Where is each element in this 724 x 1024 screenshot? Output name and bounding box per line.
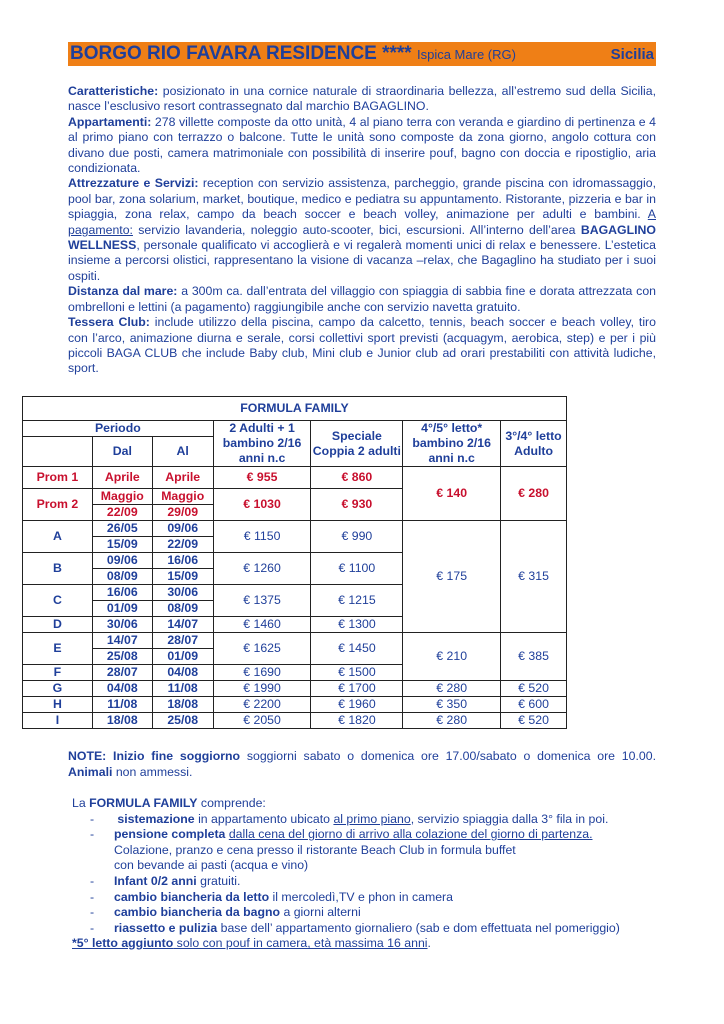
- period-code: G: [23, 681, 93, 697]
- date-to: 30/06: [152, 585, 213, 601]
- date-to: 08/09: [152, 601, 213, 617]
- price-family: € 1030: [213, 489, 311, 521]
- price-couple: € 1300: [311, 617, 403, 633]
- date-from: 30/06: [92, 617, 152, 633]
- date-to: 01/09: [152, 649, 213, 665]
- price-couple: € 990: [311, 521, 403, 553]
- price-extra-adult: € 280: [501, 467, 567, 521]
- price-couple: € 1820: [311, 713, 403, 729]
- distanza-paragraph: Distanza dal mare: a 300m ca. dall’entrata del villaggio con spiaggia di sabbia fine e dorata attrezzata con ombrelloni e lettini (a pagamento) raggiungibile anche con servizio navetta gratuito.: [68, 284, 656, 314]
- price-extra-child: € 210: [403, 633, 501, 681]
- location: Ispica Mare (RG): [416, 47, 516, 62]
- price-extra-child: € 280: [403, 681, 501, 697]
- price-couple: € 1960: [311, 697, 403, 713]
- list-item-continuation: con bevande ai pasti (acqua e vino): [114, 858, 309, 873]
- region: Sicilia: [610, 45, 654, 63]
- price-couple: € 1500: [311, 665, 403, 681]
- price-extra-adult: € 520: [501, 713, 567, 729]
- price-family: € 1990: [213, 681, 311, 697]
- date-from: 09/06: [92, 553, 152, 569]
- period-code: D: [23, 617, 93, 633]
- price-family: € 1625: [213, 633, 311, 665]
- price-extra-adult: € 520: [501, 681, 567, 697]
- date-to: 15/09: [152, 569, 213, 585]
- date-from: 11/08: [92, 697, 152, 713]
- date-to: 04/08: [152, 665, 213, 681]
- price-family: € 955: [213, 467, 311, 489]
- price-extra-child: € 280: [403, 713, 501, 729]
- attrezzature-paragraph: Attrezzature e Servizi: reception con servizio assistenza, parcheggio, grande piscina con idromassaggio, pool bar, zona solarium, market, boutique, medico e pediatra su appuntamento. Ristorante, pizzeria e bar in spiaggia, zona relax, campo da beach soccer e beach volley, animazione per adulti e bambini. A pagamento: servizio lavanderia, noleggio auto-scooter, bici, escursioni. All’interno dell’area BAGAGLINO WELLNESS, personale qualificato vi accoglierà e vi regalerà momenti unici di relax e benessere. L’estetica insieme a percorsi olistici, rappresentano la visione di vacanza –relax, che Bagaglino ha studiato per i suoi ospiti.: [68, 176, 656, 283]
- period-code: B: [23, 553, 93, 585]
- tessera-paragraph: Tessera Club: include utilizzo della piscina, campo da calcetto, tennis, beach soccer e beach volley, tiro con l’arco, animazione diurna e serale, corsi collettivi sport previsti (acquagym, aerobica, step) e per i più piccoli BAGA CLUB che include Baby club, Mini club e Junior club ad orari prestabiliti con attività ludiche, sport.: [68, 315, 656, 376]
- header-al: Al: [152, 437, 213, 467]
- list-item-continuation: Colazione, pranzo e cena presso il ristorante Beach Club in formula buffet: [114, 842, 516, 857]
- table-row: [23, 697, 567, 713]
- header-dal: Dal: [92, 437, 152, 467]
- date-from: 26/05: [92, 521, 152, 537]
- date-from: 01/09: [92, 601, 152, 617]
- date-to: 11/08: [152, 681, 213, 697]
- date-to: Maggio: [152, 489, 213, 505]
- price-family: € 1375: [213, 585, 311, 617]
- date-to: 16/06: [152, 553, 213, 569]
- table-row: [23, 633, 567, 649]
- price-couple: € 1100: [311, 553, 403, 585]
- price-family: € 1150: [213, 521, 311, 553]
- note: NOTE: Inizio fine soggiorno soggiorni sabato o domenica ore 17.00/sabato o domenica ore 10.00. Animali non ammessi.: [68, 749, 656, 779]
- table-title: FORMULA FAMILY: [23, 397, 567, 421]
- date-from: 25/08: [92, 649, 152, 665]
- page-title: BORGO RIO FAVARA RESIDENCE **** Ispica Mare (RG): [70, 43, 516, 64]
- date-to: 22/09: [152, 537, 213, 553]
- table-row: [23, 713, 567, 729]
- formula-list: [72, 796, 662, 952]
- date-from: 14/07: [92, 633, 152, 649]
- price-extra-child: € 140: [403, 467, 501, 521]
- price-extra-child: € 350: [403, 697, 501, 713]
- date-from: 08/09: [92, 569, 152, 585]
- header-coppia: Speciale Coppia 2 adulti: [311, 421, 403, 467]
- price-couple: € 930: [311, 489, 403, 521]
- price-table: [22, 396, 567, 729]
- price-extra-adult: € 385: [501, 633, 567, 681]
- list-item: - pensione completa dalla cena del giorno di arrivo alla colazione del giorno di partenza.: [90, 827, 593, 842]
- price-couple: € 1450: [311, 633, 403, 665]
- caratteristiche-paragraph: Caratteristiche: posizionato in una cornice naturale di straordinaria bellezza, all’estremo sud della Sicilia, nasce l’esclusivo resort contrassegnato dal marchio BAGAGLINO.: [68, 84, 656, 114]
- header-periodo: Periodo: [23, 421, 214, 437]
- title-banner: [68, 42, 656, 66]
- table-row: [23, 467, 567, 489]
- list-item: - cambio biancheria da letto il mercoledì,TV e phon in camera: [90, 889, 453, 904]
- period-code: Prom 2: [23, 489, 93, 521]
- date-from: 28/07: [92, 665, 152, 681]
- period-code: I: [23, 713, 93, 729]
- period-code: C: [23, 585, 93, 617]
- date-to: 29/09: [152, 505, 213, 521]
- appartamenti-paragraph: Appartamenti: 278 villette composte da otto unità, 4 al piano terra con veranda e giardino di pertinenza e 4 al primo piano con terrazzo o balcone. Tutte le unità sono composte da zona giorno, angolo cottura con divano due posti, camera matrimoniale con possibilità di inserire pouf, bagno con doccia e ripostiglio, aria condizionata.: [68, 114, 656, 176]
- price-extra-child: € 175: [403, 521, 501, 633]
- formula-intro: La FORMULA FAMILY comprende:: [72, 796, 266, 810]
- date-to: Aprile: [152, 467, 213, 489]
- price-couple: € 860: [311, 467, 403, 489]
- price-family: € 2050: [213, 713, 311, 729]
- date-from: 22/09: [92, 505, 152, 521]
- list-item: - sistemazione in appartamento ubicato al primo piano, servizio spiaggia dalla 3° fila in poi.: [90, 811, 609, 826]
- date-from: 04/08: [92, 681, 152, 697]
- description: [68, 84, 656, 377]
- list-item: - cambio biancheria da bagno a giorni alterni: [90, 905, 361, 920]
- price-family: € 1460: [213, 617, 311, 633]
- period-code: E: [23, 633, 93, 665]
- date-from: 18/08: [92, 713, 152, 729]
- header-adulti: 2 Adulti + 1 bambino 2/16 anni n.c: [213, 421, 311, 467]
- date-from: 16/06: [92, 585, 152, 601]
- list-item: - riassetto e pulizia base dell’ appartamento giornaliero (sab e dom effettuata nel pomeriggio): [90, 920, 620, 935]
- document-page: [68, 42, 656, 377]
- period-code: Prom 1: [23, 467, 93, 489]
- date-to: 28/07: [152, 633, 213, 649]
- date-to: 18/08: [152, 697, 213, 713]
- date-to: 14/07: [152, 617, 213, 633]
- price-family: € 1260: [213, 553, 311, 585]
- extra-bed-note: *5° letto aggiunto solo con pouf in camera, età massima 16 anni.: [72, 936, 431, 951]
- date-from: Maggio: [92, 489, 152, 505]
- price-family: € 2200: [213, 697, 311, 713]
- date-to: 25/08: [152, 713, 213, 729]
- period-code: H: [23, 697, 93, 713]
- table-row: [23, 521, 567, 537]
- price-family: € 1690: [213, 665, 311, 681]
- header-letto-34: 3°/4° letto Adulto: [501, 421, 567, 467]
- header-letto-45: 4°/5° letto* bambino 2/16 anni n.c: [403, 421, 501, 467]
- table-row: [23, 681, 567, 697]
- date-to: 09/06: [152, 521, 213, 537]
- price-extra-adult: € 315: [501, 521, 567, 633]
- period-code: A: [23, 521, 93, 553]
- list-item: - Infant 0/2 anni gratuiti.: [90, 873, 241, 888]
- price-couple: € 1700: [311, 681, 403, 697]
- period-code: F: [23, 665, 93, 681]
- date-from: Aprile: [92, 467, 152, 489]
- date-from: 15/09: [92, 537, 152, 553]
- price-couple: € 1215: [311, 585, 403, 617]
- price-extra-adult: € 600: [501, 697, 567, 713]
